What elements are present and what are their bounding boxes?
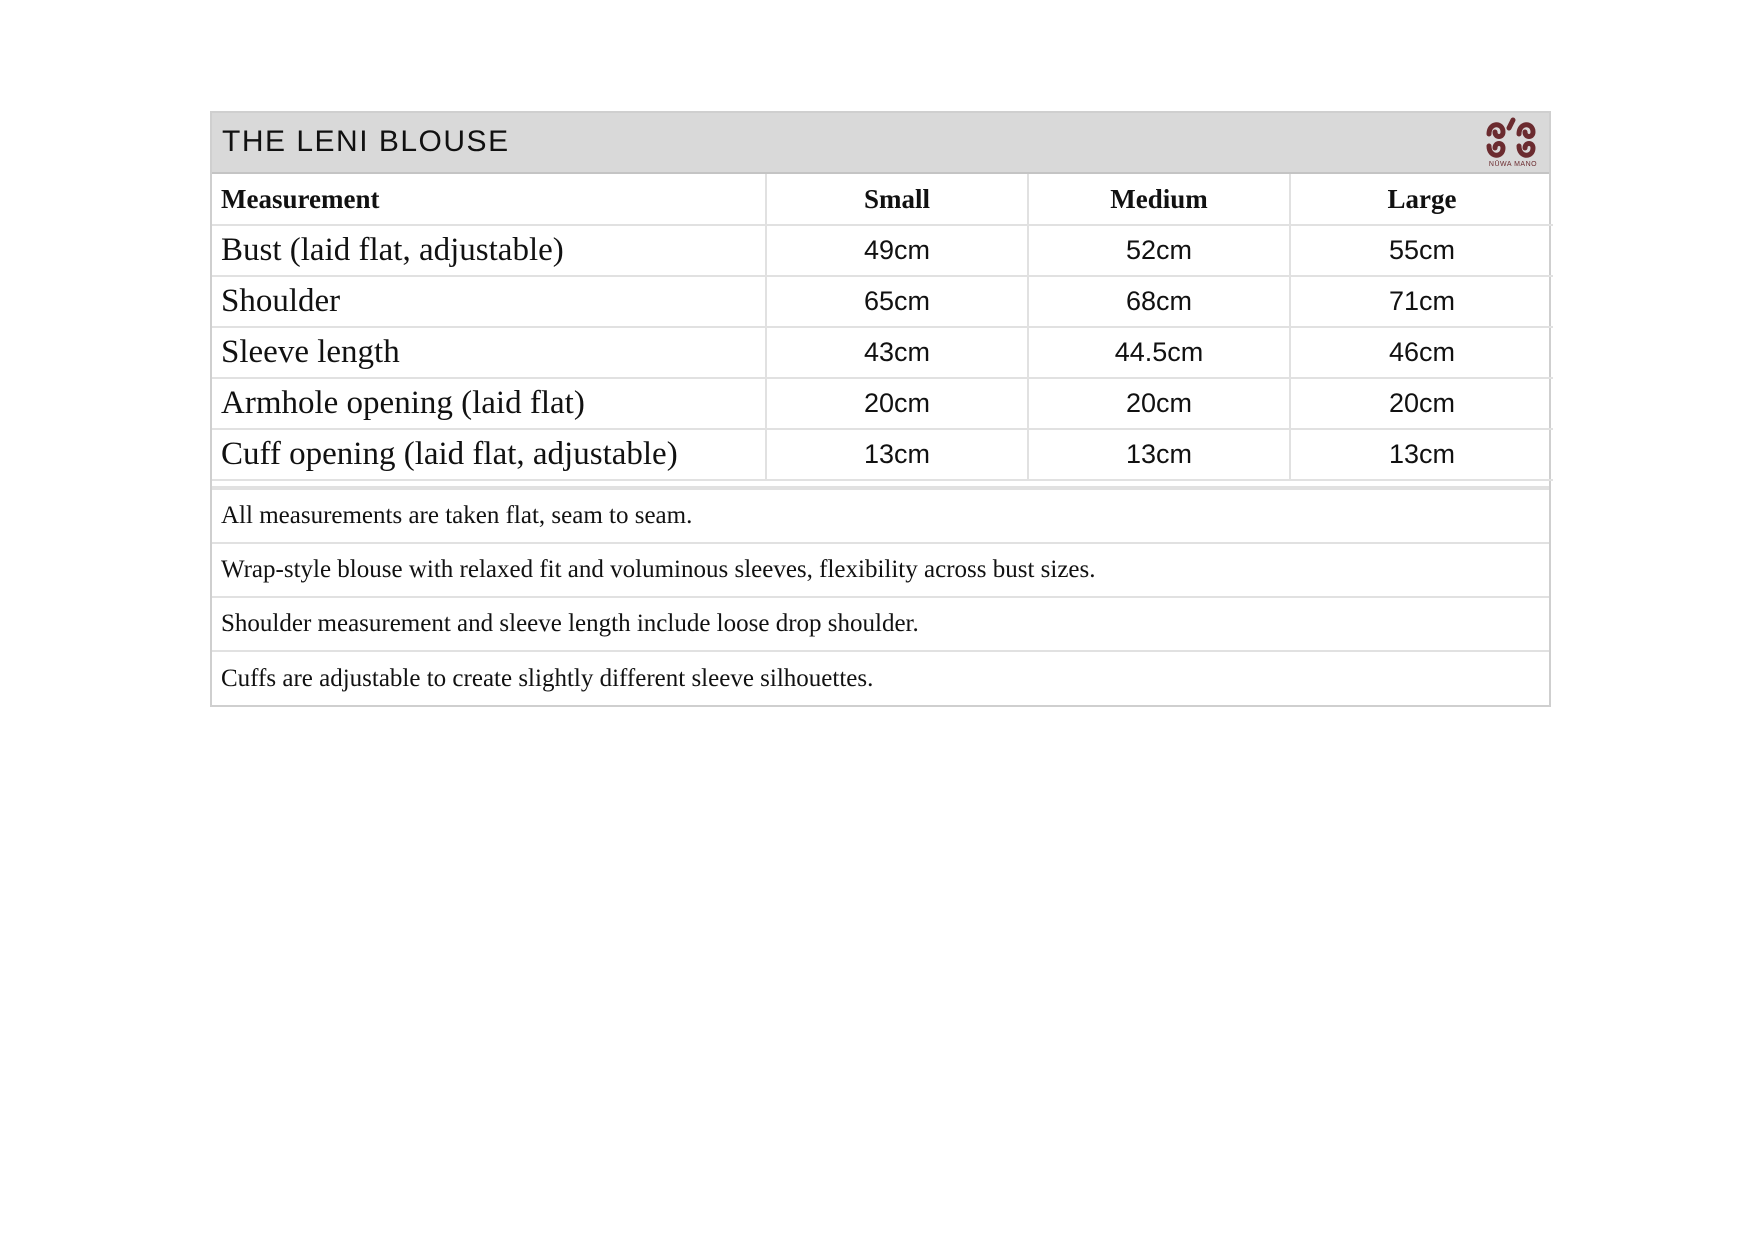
size-large-value: 55cm (1290, 225, 1553, 276)
size-large-value: 71cm (1290, 276, 1553, 327)
size-medium-value: 20cm (1028, 378, 1290, 429)
note-row (212, 489, 1549, 543)
page-title: THE LENI BLOUSE (222, 125, 510, 158)
column-header-medium: Medium (1028, 174, 1290, 225)
note-row (212, 597, 1549, 651)
measurement-label: Shoulder (212, 276, 766, 327)
size-large-value: 13cm (1290, 429, 1553, 480)
measurement-label: Bust (laid flat, adjustable) (212, 225, 766, 276)
size-medium-value: 52cm (1028, 225, 1290, 276)
note-text: Shoulder measurement and sleeve length include loose drop shoulder. (212, 597, 1549, 651)
size-medium-value: 44.5cm (1028, 327, 1290, 378)
note-row (212, 651, 1549, 705)
measurement-label: Armhole opening (laid flat) (212, 378, 766, 429)
brand-logo (1483, 116, 1543, 168)
table-row (212, 429, 1553, 480)
section-divider (212, 481, 1549, 488)
column-header-small: Small (766, 174, 1028, 225)
size-small-value: 13cm (766, 429, 1028, 480)
size-large-value: 20cm (1290, 378, 1553, 429)
size-small-value: 49cm (766, 225, 1028, 276)
measurement-label: Cuff opening (laid flat, adjustable) (212, 429, 766, 480)
brand-mark-icon (1483, 116, 1543, 160)
measurement-table (212, 174, 1553, 481)
size-small-value: 43cm (766, 327, 1028, 378)
size-chart (210, 111, 1551, 707)
table-row (212, 378, 1553, 429)
table-row (212, 327, 1553, 378)
column-header-large: Large (1290, 174, 1553, 225)
size-large-value: 46cm (1290, 327, 1553, 378)
table-header-row (212, 174, 1553, 225)
note-row (212, 543, 1549, 597)
note-text: Wrap-style blouse with relaxed fit and voluminous sleeves, flexibility across bust sizes. (212, 543, 1549, 597)
table-row (212, 225, 1553, 276)
size-small-value: 65cm (766, 276, 1028, 327)
note-text: Cuffs are adjustable to create slightly different sleeve silhouettes. (212, 651, 1549, 705)
measurement-label: Sleeve length (212, 327, 766, 378)
column-header-measurement: Measurement (212, 174, 766, 225)
size-medium-value: 68cm (1028, 276, 1290, 327)
table-row (212, 276, 1553, 327)
brand-name: NŪWA MANO (1488, 161, 1538, 168)
note-text: All measurements are taken flat, seam to seam. (212, 489, 1549, 543)
title-bar (212, 113, 1549, 174)
notes-table (212, 488, 1549, 705)
size-small-value: 20cm (766, 378, 1028, 429)
size-medium-value: 13cm (1028, 429, 1290, 480)
